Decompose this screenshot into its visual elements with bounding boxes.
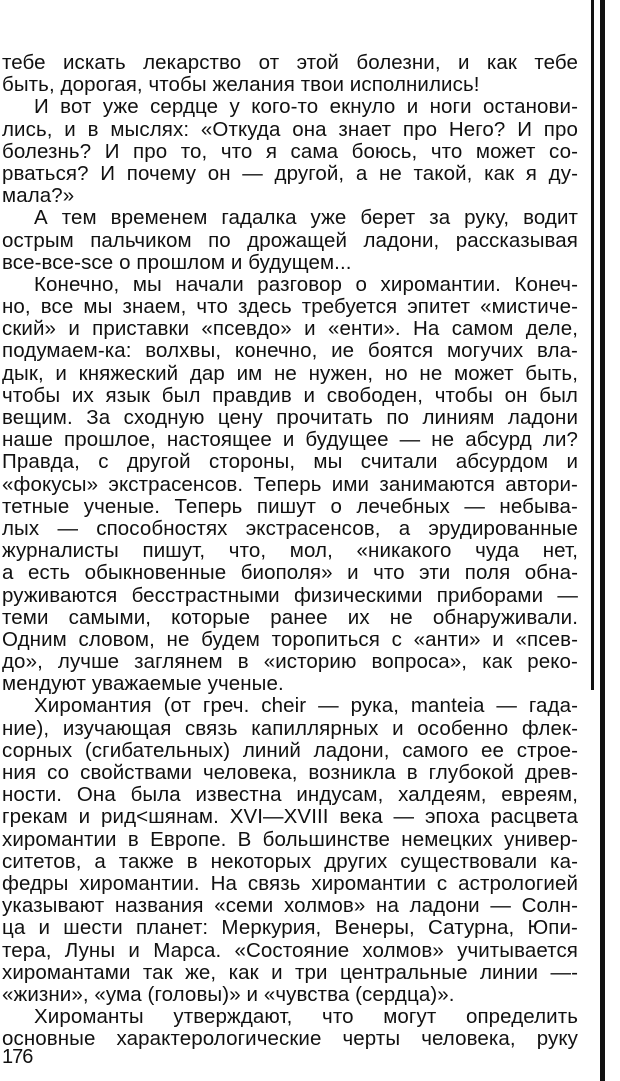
text-line: «фокусы» экстрасенсов. Теперь ими занимаются автори- — [2, 473, 578, 496]
text-line: указывают названия «семи холмов» на ладони — Солн- — [2, 895, 578, 918]
text-line: до», лучше заглянем в «историю вопроса», как реко- — [2, 651, 578, 674]
text-line: а есть обыкновенные биополя» и что эти поля обна- — [2, 562, 578, 585]
text-line: А тем временем гадалка уже берет за руку, водит — [34, 207, 578, 230]
text-line: острым пальчиком по дрожащей ладони, рассказывая — [2, 229, 578, 252]
text-line: федры хиромантии. На связь хиромантии с астрологией — [2, 872, 578, 895]
text-line: чтобы их язык был правдив и свободен, чтобы он был — [2, 384, 578, 407]
text-line: Конечно, мы начали разговор о хиромантии. Конеч- — [34, 273, 578, 296]
text-line: «жизни», «ума (головы)» и «чувства (сердца)». — [2, 983, 455, 1006]
text-line: но, все мы знаем, что здесь требуется эпитет «мистиче- — [2, 296, 578, 319]
text-line: быть, дорогая, чтобы желания твои исполнились! — [2, 74, 480, 97]
text-line: лись, и в мыслях: «Откуда она знает про Него? И про — [2, 118, 578, 141]
text-line: тебе искать лекарство от этой болезни, и как тебе — [2, 52, 578, 74]
text-line: дык, и княжеский дар им не нужен, но не может быть, — [2, 362, 578, 385]
text-line: ский» и приставки «псевдо» и «енти». На самом деле, — [2, 318, 578, 341]
text-line: ситетов, а также в некоторых других существовали ка- — [2, 850, 578, 873]
text-line: Хироманты утверждают, что могут определить — [34, 1006, 578, 1029]
body-text — [2, 52, 578, 1050]
text-line: тера, Луны и Марса. «Состояние холмов» учитывается — [2, 939, 578, 962]
text-line: хиромантами так же, как и три центральные линии —- — [2, 961, 578, 984]
text-line: журналисты пишут, что, мол, «никакого чуда нет, — [2, 540, 578, 563]
right-border — [600, 0, 605, 1081]
text-line: ния со свойствами человека, возникла в глубокой древ- — [2, 762, 578, 784]
text-line: Одним словом, не будем торопиться с «анти» и «псев- — [2, 628, 578, 651]
text-line: мендуют уважаемые ученые. — [2, 673, 284, 696]
right-border-inner — [591, 0, 594, 690]
text-line: Правда, с другой стороны, мы считали абсурдом и — [2, 451, 578, 474]
text-line: лых — способностях экстрасенсов, а эрудированные — [2, 517, 578, 540]
text-line: руживаются бесстрастными физическими приборами — — [2, 584, 578, 607]
text-line: наше прошлое, настоящее и будущее — не абсурд ли? — [2, 429, 578, 452]
text-line: хиромантии в Европе. В большинстве немецких универ- — [2, 828, 578, 851]
text-line: все-все-sce о прошлом и будущем... — [2, 251, 352, 274]
text-line: тетные ученые. Теперь пишут о лечебных — небыва- — [2, 495, 578, 518]
text-line: подумаем-ка: волхвы, конечно, ие боятся могучих вла- — [2, 340, 578, 363]
text-line: вещим. За сходную цену прочитать по линиям ладони — [2, 407, 578, 429]
text-line: мала?» — [2, 185, 75, 208]
text-line: сорных (сгибательных) линий ладони, самого ее строе- — [2, 739, 578, 762]
text-line: теми самыми, которые ранее их не обнаруживали. — [2, 606, 578, 629]
text-line: грекам и рид<шянам. XVI—XVIII века — эпоха расцвета — [2, 806, 578, 829]
text-line: ние), изучающая связь капиллярных и особенно флек- — [2, 717, 578, 740]
text-line: ца и шести планет: Меркурия, Венеры, Сатурна, Юпи- — [2, 917, 578, 940]
text-line: рваться? И почему он — другой, а не такой, как я ду- — [2, 162, 578, 185]
text-line: основные характерологические черты человека, руку — [2, 1028, 578, 1051]
text-line: болезнь? И про то, что я сама боюсь, что может со- — [2, 140, 578, 163]
text-line: И вот уже сердце у кого-то екнуло и ноги останови- — [34, 96, 578, 119]
text-line: ности. Она была известна индусам, халдеям, евреям, — [2, 784, 578, 807]
text-line: Хиромантия (от греч. cheir — рука, manteia — гада- — [34, 695, 578, 718]
page-number: 176 — [2, 1046, 33, 1068]
